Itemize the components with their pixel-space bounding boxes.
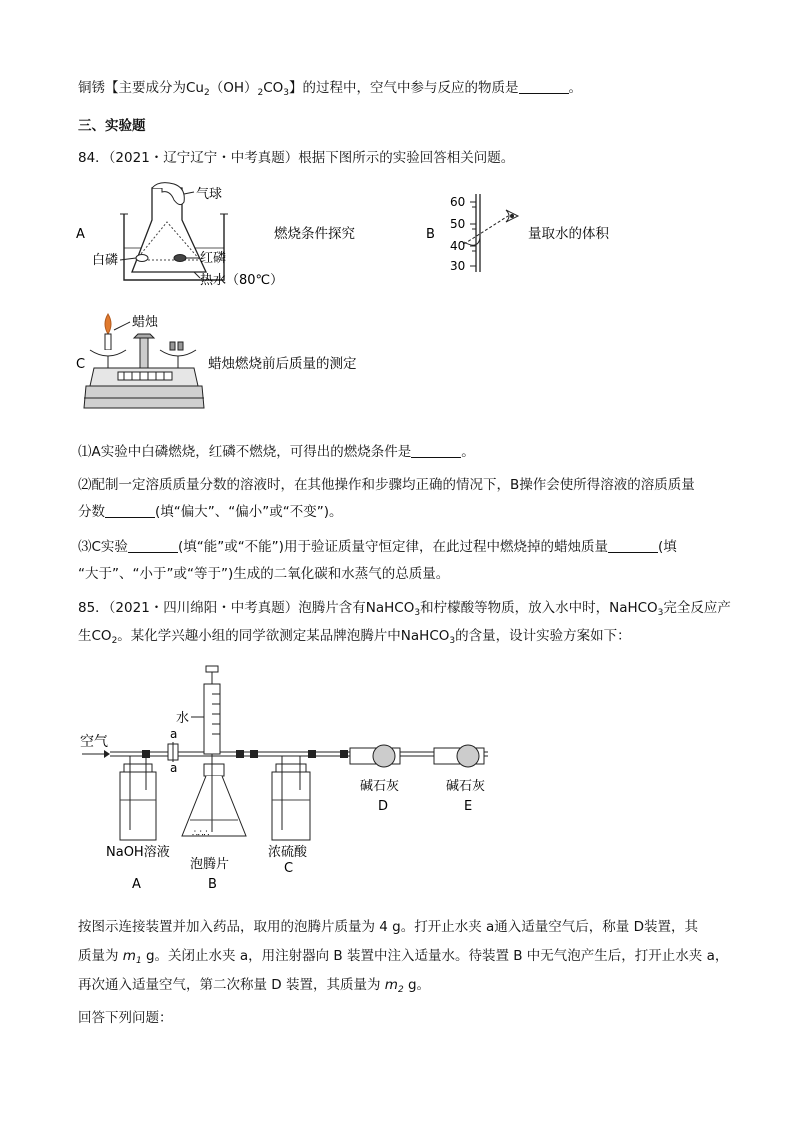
label-balloon: 气球 xyxy=(196,187,223,202)
intro-text: 】的过程中，空气中参与反应的物质是 xyxy=(289,80,519,96)
label-water: 水 xyxy=(176,711,190,726)
label-E: E xyxy=(464,799,473,814)
q85-text: 再次通入适量空气，第二次称量 D 装置，其质量为 xyxy=(78,977,385,993)
q85-text: 85．（2021・四川绵阳・中考真题）泡腾片含有NaHCO xyxy=(78,600,415,616)
fig-c-letter: C xyxy=(76,357,86,372)
fig-a-letter: A xyxy=(76,227,85,242)
q85-text: 质量为 xyxy=(78,948,123,964)
intro-text: （OH） xyxy=(209,80,258,96)
q85-text: 。某化学兴趣小组的同学欲测定某品牌泡腾片中NaHCO xyxy=(117,628,450,644)
q85-para1: 按图示连接装置并加入药品，取用的泡腾片质量为 4 g。打开止水夹 a通入适量空气后，称量 D装置，其 xyxy=(78,919,698,935)
intro-sub: 3 xyxy=(283,88,290,98)
intro-line xyxy=(78,76,582,98)
intro-text: 铜锈【主要成分为Cu xyxy=(78,80,204,96)
q84-sub2-text: (填“偏大”、“偏小”或“不变”)。 xyxy=(155,504,343,520)
label-naoh: NaOH溶液 xyxy=(106,845,170,860)
q85-sub: 3 xyxy=(657,608,664,618)
q84-sub3-text: ⑶C实验 xyxy=(78,539,128,555)
tablet-dots: ∴∴∴ xyxy=(192,829,210,839)
q84-sub1-text: 。 xyxy=(461,444,475,460)
tick-50: 50 xyxy=(450,217,466,231)
q85-sub: 3 xyxy=(449,636,456,646)
answer-blank[interactable] xyxy=(519,81,569,94)
label-D: D xyxy=(378,799,389,814)
q85-text: 完全反应产 xyxy=(663,600,731,616)
intro-text: 。 xyxy=(568,80,583,96)
fig-c-caption: 蜡烛燃烧前后质量的测定 xyxy=(208,356,357,372)
label-air: 空气 xyxy=(80,734,108,750)
q85-para3 xyxy=(78,973,430,995)
apparatus-figure xyxy=(78,660,508,900)
q85-line1 xyxy=(78,596,731,618)
q85-text: 的含量，设计实验方案如下： xyxy=(455,628,631,644)
label-valve-a: a xyxy=(170,727,178,741)
fig-a-caption: 燃烧条件探究 xyxy=(274,226,355,242)
figure-b xyxy=(424,190,624,284)
q85-text: g。关闭止水夹 a，用注射器向 B 装置中注入适量水。待装置 B 中无气泡产生后，打开止水夹 a， xyxy=(141,948,729,964)
q84-sub2-line2 xyxy=(78,500,343,520)
label-C: C xyxy=(284,861,294,876)
label-lime-d: 碱石灰 xyxy=(360,779,400,794)
q84-sub1 xyxy=(78,440,475,460)
q84-sub3-text: (填“能”或“不能”)用于验证质量守恒定律，在此过程中燃烧掉的蜡烛质量 xyxy=(177,539,608,555)
q84-sub1-text: ⑴A实验中白磷燃烧，红磷不燃烧，可得出的燃烧条件是 xyxy=(78,444,412,460)
label-B: B xyxy=(208,877,217,892)
intro-sub: 2 xyxy=(203,88,210,98)
fig-b-letter: B xyxy=(426,227,435,242)
q84-sub2-text: 分数 xyxy=(78,504,105,520)
q85-text: 和柠檬酸等物质，放入水中时，NaHCO xyxy=(420,600,658,616)
q85-var: m xyxy=(384,977,398,993)
figure-c xyxy=(74,308,394,420)
q85-line2 xyxy=(78,624,631,646)
q84-sub3-text: (填 xyxy=(657,539,677,555)
label-red-p: 红磷 xyxy=(200,251,227,266)
figure-a xyxy=(74,180,374,294)
fig-b-caption: 量取水的体积 xyxy=(528,226,609,242)
label-h2so4: 浓硫酸 xyxy=(268,845,308,860)
intro-text: CO xyxy=(263,80,284,96)
label-white-p: 白磷 xyxy=(92,253,119,268)
label-hot-water: 热水（80℃） xyxy=(200,273,284,288)
tick-60: 60 xyxy=(450,195,466,209)
intro-sub: 2 xyxy=(257,88,264,98)
answer-blank[interactable] xyxy=(128,540,178,553)
tick-30: 30 xyxy=(450,259,466,273)
q84-sub3-line2: “大于”、“小于”或“等于”)生成的二氧化碳和水蒸气的总质量。 xyxy=(78,566,450,582)
answer-blank[interactable] xyxy=(608,540,658,553)
q84-header: 84．（2021・辽宁辽宁・中考真题）根据下图所示的实验回答相关问题。 xyxy=(78,150,515,166)
label-tablet: 泡腾片 xyxy=(190,857,230,872)
label-A: A xyxy=(132,877,141,892)
q85-sub: 1 xyxy=(135,956,142,966)
q85-sub: 2 xyxy=(111,636,118,646)
label-candle: 蜡烛 xyxy=(132,315,159,330)
q85-para2 xyxy=(78,944,728,966)
answer-blank[interactable] xyxy=(411,445,461,458)
section-title: 三、实验题 xyxy=(78,118,146,134)
answer-blank[interactable] xyxy=(105,505,155,518)
q85-para4: 回答下列问题： xyxy=(78,1010,173,1026)
q85-var: m xyxy=(122,948,136,964)
q84-sub3-line1 xyxy=(78,535,677,555)
q85-text: 生CO xyxy=(78,628,112,644)
q84-sub2-line1: ⑵配制一定溶质质量分数的溶液时，在其他操作和步骤均正确的情况下，B操作会使所得溶液的溶质质量 xyxy=(78,477,695,493)
label-valve-a: a xyxy=(170,761,178,775)
tick-40: 40 xyxy=(450,239,466,253)
q85-text: g。 xyxy=(403,977,431,993)
q85-sub: 3 xyxy=(414,608,421,618)
q85-sub: 2 xyxy=(397,985,404,995)
label-lime-e: 碱石灰 xyxy=(446,779,486,794)
